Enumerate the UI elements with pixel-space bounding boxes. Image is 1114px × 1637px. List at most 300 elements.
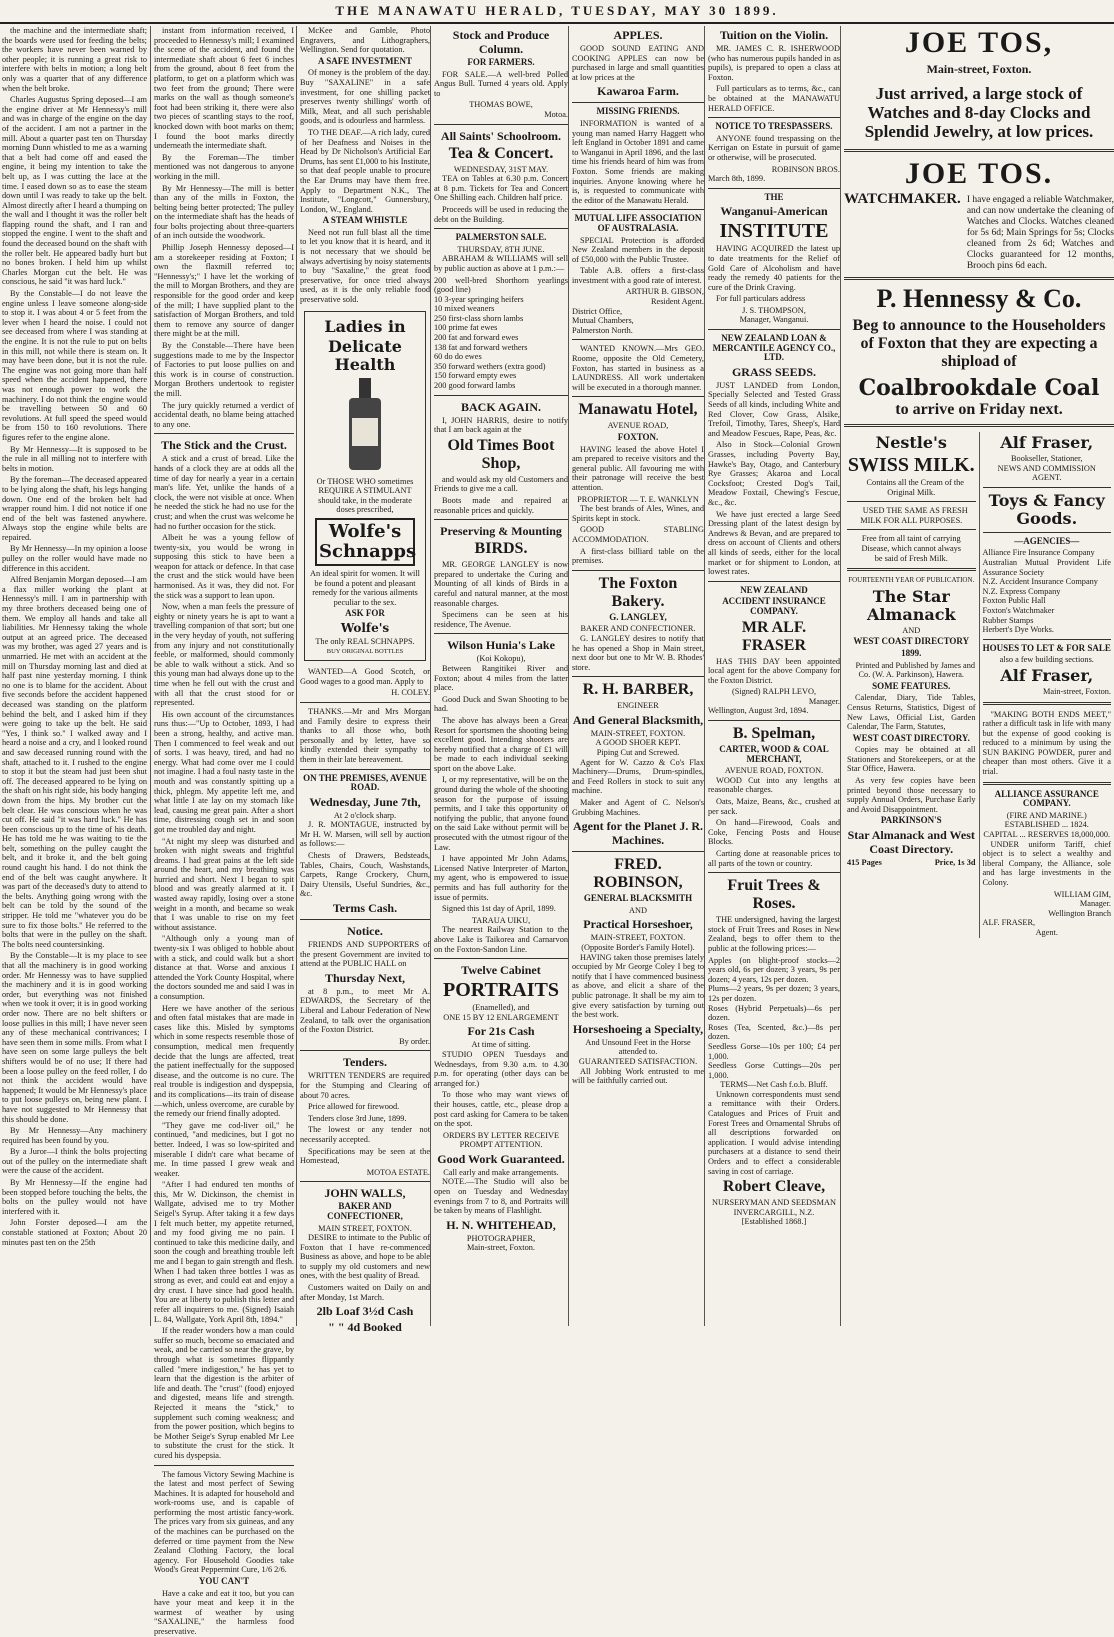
ad-heading: MISSING FRIENDS. [572, 107, 704, 117]
deaf-notice: TO THE DEAF.—A rich lady, cured of her Deafness and Noises in the Head by Dr Nicholson's Artificial Ear Drums, has sent £1,000 to his Institute, so that deaf people unable to procure the Ear Drums may have them free. Apply to Department N.K., The Institute, "Longcott," Gunnersbury, London, W., England. [300, 128, 430, 214]
story-paragraph: "They gave me cod-liver oil," he continued, "and medicines, but I got no better. Indeed, I was so low-spirited and miserable I didn't care what became of me. In time passed I grew weak and weaker. [154, 1121, 294, 1179]
ad-heading: Agent for the Planet J. R. Machines. [572, 819, 704, 847]
advertiser-name: G. LANGLEY, [572, 613, 704, 623]
advertiser-name: THOMAS BOWE, [434, 100, 568, 110]
advertiser-name: Alf Fraser, [983, 667, 1112, 685]
divider [983, 702, 1112, 705]
notice-text: FRIENDS AND SUPPORTERS of the present Government are invited to attend at the PUBLIC HALL on [300, 940, 430, 969]
ad-heading: MUTUAL LIFE ASSOCIATION OF AUSTRALASIA. [572, 214, 704, 233]
tenders-text: Tenders close 3rd June, 1899. [300, 1114, 430, 1124]
advertiser-trade: GENERAL BLACKSMITH [572, 894, 704, 904]
story-title: The Stick and the Crust. [154, 438, 294, 452]
sale-date: THURSDAY, 8TH JUNE. [434, 245, 568, 255]
article-paragraph: By the Foreman—The timber mentioned was not dangerous to anyone working in the mill. [154, 153, 294, 182]
divider [844, 149, 1114, 152]
divider [708, 720, 840, 721]
advertiser-name: MR ALF. FRASER [708, 619, 840, 655]
story-paragraph: Now, when a man feels the pressure of eighty or ninety years he is apt to want a travelling companion of that sort; but one in the very heyday of youth, not suffering from any injury and not constitutionally feeble, or malformed, should commonly be able to walk without a stick. And so this young man had always done up to the time when he fell out with the crust and with all that the crust stood for or represented. [154, 602, 294, 708]
ad-text: Maker and Agent of C. Nelson's Grubbing Machines. [572, 798, 704, 817]
wanted-notice: WANTED—A Good Scotch, or Good wages to a good man. Apply to [300, 667, 430, 686]
column-advertisements-c [568, 26, 704, 1326]
steam-whistle-notice: Need not run full blast all the time to let you know that it is heard, and it is not necessary that we should be always advertising by noisy statements to buy "Saxaline," the great food preservative, for once tried always used, as it is the only reliable food preservative sold. [300, 228, 430, 305]
auction-text: J. R. MONTAGUE, instructed by Mr H. W. Marsen, will sell by auction as follows:— [300, 820, 430, 849]
list-item: Roses (Hybrid Perpetuals)—6s per dozen. [708, 1004, 840, 1023]
auction-time: At 2 o'clock sharp. [300, 811, 430, 821]
ad-heading: Kawaroa Farm. [572, 84, 704, 98]
masthead: THE MANAWATU HERALD, TUESDAY, MAY 30 1899. [0, 0, 1114, 24]
divider [844, 277, 1114, 280]
list-item: N.Z. Accident Insurance Company [983, 577, 1112, 587]
ad-text: be said of Fresh Milk. [847, 554, 976, 564]
price: Price, 1s 3d [935, 858, 976, 868]
advertiser-name: JOE TOS. [844, 157, 1114, 191]
ad-heading: ALLIANCE ASSURANCE COMPANY. [983, 790, 1112, 809]
ad-heading: SWISS MILK. [847, 454, 976, 476]
ad-terms: TERMS—Net Cash f.o.b. Bluff. [708, 1080, 840, 1090]
advertiser-trade: PHOTOGRAPHER, [434, 1234, 568, 1244]
article-paragraph: The jury quickly returned a verdict of accidental death, no blame being attached to any one. [154, 401, 294, 430]
ad-subheading: At time of sitting. [434, 1040, 568, 1050]
ad-text: Oats, Maize, Beans, &c., crushed at per sack. [708, 797, 840, 816]
divider [572, 570, 704, 571]
ad-heading: NEW ZEALAND LOAN & MERCANTILE AGENCY CO., LTD. [708, 334, 840, 363]
article-paragraph: Alfred Benjamin Morgan deposed—I am a flax miller working the plant at Hennessy's mill. I am in partnership with my three brothers deceased being one of them. We employ all hands and take all liabilities. Mr Hennessy taking the whole output at an agreed price. The deceased was my brother, was aged 27 years and is unmarried. He met with an accident at the mill on Thursday morning last and died at half past nine yesterday morning. I think no one is to blame for the accident. About five seconds before the accident happened deceased was standing on the platform behind the belt, and I asked him if they were going to take up the belt. He said "Yes, I think so." I walked away and I heard a noise and a cry, and I looked round and saw deceased running round with the shaft, attached to it. I rushed to the engine to stop it but the steam had just been shut off. The deceased appeared to be lying on the shaft on his right side, his body hanging down from the hips. My brother cut the belt clear. He was conscious when he was cut off. He said "it was hard luck." He has been conscious up to the time of his death. He has told me he was waiting to tie the belt, something on the pulley caught the belt, and it broke it, and the belt going round caught his hand. I do not think the end of the belt was caught anywhere. It was part of the deceased's duty to attend to the belts. Anything going wrong with the belt can be told by the sound of the stripper. He told me "whatever you do be sure to fix those bolts." He referred to the bolts that were in the pulley on the shaft. The bolts need countersinking. [2, 575, 147, 949]
advertiser-trade: BAKER AND CONFECTIONER, [300, 1202, 430, 1221]
event-text: Proceeds will be used in reducing the debt on the Building. [434, 205, 568, 224]
ad-subheading: (FIRE AND MARINE.) [983, 811, 1112, 821]
divider [572, 851, 704, 852]
tenders-heading: Tenders. [300, 1055, 430, 1069]
price-list [708, 956, 840, 1081]
ad-text: Copies may be obtained at all Stationers and Storekeepers, or at the Star Office, Hawera. [847, 745, 976, 774]
ad-text: I, JOHN HARRIS, desire to notify that I am back again at the [434, 416, 568, 435]
subcolumn-left [844, 432, 979, 938]
ad-text: SPECIAL Protection is afforded New Zealand members in the deposit of £50,000 with the Public Trustee. [572, 236, 704, 265]
ad-text: The above has always been a Great Resort for sportsmen the shooting being excellent good. Intending shooters are hereby notified that a charge of £1 will be made to each individual seeking sport on the above Lake. [434, 716, 568, 774]
ad-text: Boots made and repaired at reasonable prices and quickly. [434, 496, 568, 515]
article-paragraph: By the Constable—There have been suggestions made to me by the Inspector of Factories to put loose pullies on and this work is in course of construction. Morgan Brothers undertook to register the mill. [154, 341, 294, 399]
divider [708, 117, 840, 118]
ad-heading: Ladies in [309, 318, 421, 336]
signature: MOTOA ESTATE. [300, 1168, 430, 1178]
ad-subheading: GUARANTEED SATISFACTION. [572, 1057, 704, 1067]
column-inquest-report [2, 26, 147, 1326]
advertiser-trade: ENGINEER [572, 701, 704, 711]
ad-text: Good Duck and Swan Shooting to be had. [434, 695, 568, 714]
divider [434, 228, 568, 229]
ad-heading: Good Work Guaranteed. [434, 1152, 568, 1166]
column-stick-and-crust [150, 26, 294, 1326]
story-paragraph: If the reader wonders how a man could suffer so much, become so emaciated and weak, and be carried so near the grave, by through what is sometimes flippantly called "mere indigestion," he has yet to learn that the digestion is the arbiter of life and death. The "crust" (food) enjoyed and digested, means life and strength. Rejected it means the "stick," to supplement such coming weakness; and from the power position, which begins to be Mother Seige's Syrup enabled Mr Lee to substitute the crust for the stick. It cured his dyspepsia. [154, 1326, 294, 1460]
saxaline-notice: Of money is the problem of the day. Buy "SAXALINE" in a safe investment, for one shilling packet preserves twenty shillings' worth of Milk, Meat, and all such perishable goods, and is odourless and harmless. [300, 68, 430, 126]
list-item: 10 mixed weaners [434, 304, 568, 314]
advertiser-name: JOHN WALLS, [300, 1186, 430, 1200]
divider [434, 958, 568, 959]
article-paragraph: By a Juror—I think the bolts projecting out of the pulley on the intermediate shaft were the cause of the accident. [2, 1147, 147, 1176]
list-item: Foxton Public Hall [983, 596, 1112, 606]
ad-text: Specimens can be seen at his residence, The Avenue. [434, 610, 568, 629]
ad-text: G. LANGLEY desires to notify that he has opened a Shop in Main street, next door but one to Mr W. B. Rhodes' store. [572, 634, 704, 672]
ad-date: Wellington, August 3rd, 1894. [708, 706, 840, 716]
ad-text: Customers waited on Daily on and after Monday, 1st March. [300, 1283, 430, 1302]
ad-text: STUDIO OPEN Tuesdays and Wednesdays, from 9.30 a.m. to 4.30 p.m. for operating (other days can be arranged for.) [434, 1050, 568, 1088]
ad-heading: WATCHMAKER. [844, 195, 961, 272]
advertiser-address: District Office, [572, 307, 704, 317]
ad-text: We have just erected a large Seed Dressing plant of the latest design by Andrews & Bevan, and are prepared to dress on account of Clients and others all kinds of seeds, either for the local market or for shipment to London, at lowest rates. [708, 510, 840, 577]
hotel-town: FOXTON. [572, 433, 704, 443]
bread-price: 2lb Loaf 3½d Cash [300, 1304, 430, 1318]
ad-text: and would ask my old Customers and Friends to give me a call. [434, 475, 568, 494]
ad-subheading: Call early and make arrangements. [434, 1168, 568, 1178]
ad-text: Between Rangitikei River and Foxton; about 4 miles from the latter place. [434, 664, 568, 693]
ad-heading: SOME FEATURES. [847, 682, 976, 692]
ad-text: HAVING ACQUIRED the latest up to date treatments for the Relief of Gold Care of Alcoholism and have ready the remedy 40 patients for the cure of the Drink Craving. [708, 244, 840, 292]
divider [300, 1181, 430, 1182]
story-paragraph: Here we have another of the serious and often fatal mistakes that are made in cases like this. Misled by symptoms which in some respects resemble those of consumption, medical men frequently decide that the lungs are affected, treat the patient ineffectually for the supposed disease, and the outcome is no cure. The real trouble is indigestion and dyspepsia, and its complications—its train of disease—which, unless overcome, are curable by the remedy our friend finally adopted. [154, 1004, 294, 1119]
ad-headline: Beg to announce to the Householders of Foxton that they are expecting a shipload of [852, 317, 1106, 371]
list-item: 250 first-class shorn lambs [434, 314, 568, 324]
divider [434, 395, 568, 396]
ad-text: Carting done at reasonable prices to all parts of the town or country. [708, 849, 840, 868]
divider [983, 487, 1112, 488]
ad-text: A first-class billiard table on the premises. [572, 547, 704, 566]
livestock-list [434, 276, 568, 391]
advertiser-name: J. S. THOMPSON, [708, 306, 840, 316]
ad-heading: Preserving & Mounting [434, 524, 568, 538]
divider [300, 1050, 430, 1051]
ad-text: For full particulars address [708, 294, 840, 304]
story-paragraph: Albeit he was a young fellow of twenty-six, you would be wrong in supposing this stick to have been a weapon for attack or defence. In that case the crust and the stick would have been harmonised. As it was, they did not. For the stick was a support to lean upon. [154, 533, 294, 600]
signature-title: Manager. [983, 899, 1112, 909]
list-item: Apples (on blight-proof stocks—2 years old, 6s per dozen; 3 years, 9s per dozen; 4 years, 12s per dozen. [708, 956, 840, 985]
ad-heading: Twelve Cabinet [434, 963, 568, 977]
divider [572, 102, 704, 103]
ad-text: I have appointed Mr John Adams, Licensed Native Interpreter of Marton, my agent, who is empowered to issue permits and has full authority for the issue of permits. [434, 854, 568, 902]
advertiser-address: Main-street, Foxton. [434, 1243, 568, 1253]
advertiser-trade: NURSERYMAN AND SEEDSMAN [708, 1198, 840, 1208]
ad-heading: Delicate Health [309, 338, 421, 374]
auction-terms: Terms Cash. [300, 901, 430, 915]
ad-text: HAVING taken those premises lately occupied by Mr George Coley I beg to notify that I have commenced business as above, and elicit a share of the public patronage. It shall be my aim to give every satisfaction by turning out the best work. [572, 953, 704, 1020]
subheading: FOR FARMERS. [434, 58, 568, 68]
thanks-notice: THANKS.—Mr and Mrs Morgan and Family desire to express their thanks to all those who, both personally and by letter, have so kindly extended their sympathy to them in their late bereavement. [300, 707, 430, 765]
column-advertisements-a [296, 26, 430, 1326]
list-item: 150 forward empty ewes [434, 371, 568, 381]
advertiser-name: H. N. WHITEHEAD, [434, 1218, 568, 1232]
ad-text: HAVING leased the above Hotel I am prepared to receive visitors and the general public. All favouring me with their patronage will receive the best attention. [572, 445, 704, 493]
notice-heading: Notice. [300, 924, 430, 938]
ad-heading: NOTICE TO TRESPASSERS. [708, 122, 840, 132]
ad-text: WOOD Cut into any lengths at reasonable charges. [708, 776, 840, 795]
tenders-text: Specifications may be seen at the Homestead, [300, 1147, 430, 1166]
signature: (Signed) RALPH LEVO, [708, 687, 840, 697]
ad-text: Printed and Published by James and Co. (W. A. Parkinson), Hawera. [847, 661, 976, 680]
article-paragraph: By Mr Hennessy—In my opinion a loose pulley on the roller would have made no difference in this accident. [2, 544, 147, 573]
meeting-date: Thursday Next, [300, 971, 430, 985]
ad-heading: BIRDS. [434, 540, 568, 558]
advertiser-address: MAIN STREET, FOXTON. [300, 1224, 430, 1234]
list-item: 138 fat and forward wethers [434, 343, 568, 353]
list-item: Rubber Stamps [983, 616, 1112, 626]
advertiser-name: B. Spelman, [708, 725, 840, 743]
article-paragraph: Charles Augustus Spring deposed—I am the engine driver at Mr Hennessy's mill and was in charge of the engine on the day of the accident. I am not a partner in the mill. About a quarter past ten on Thursday morning Dunn whistled to me as a warning that a belt had come off and eased the engine, it being my intention to take the belt up, as I was cutting the lace at the time. I eased down so as to ease the steam down until I was ready to take up the belt. Almost directly after I heard a thumping on the wall and I thought it was the roller belt flapping round the shaft, and I ran and stopped the engine. I went to the shaft and found the deceased bound on the shaft with the roller belt. He appeared badly hurt but no bones broken. I held him up whilst Charles Morgan cut the belt. He was conscious, he said "it was hard luck." [2, 95, 147, 287]
auction-location: ON THE PREMISES, AVENUE ROAD. [300, 774, 430, 793]
divider [300, 702, 430, 703]
event-text: TEA on Tables at 6.30 p.m. Concert at 8 p.m. Tickets for Tea and Concert One Shilling each. Children half price. [434, 174, 568, 203]
list-item: Roses (Tea, Scented, &c.)—8s per dozen. [708, 1023, 840, 1042]
ad-date: March 8th, 1899. [708, 174, 840, 184]
conjunction: AND [847, 626, 976, 636]
divider [708, 872, 840, 873]
ad-heading: THE [708, 193, 840, 203]
list-item: 350 forward wethers (extra good) [434, 362, 568, 372]
divider [844, 424, 1114, 427]
ad-text: Table A.B. offers a first-class investment with a good rate of interest. [572, 266, 704, 285]
almanack-details [847, 858, 976, 868]
ad-heading: WEST COAST DIRECTORY. [847, 734, 976, 744]
story-paragraph: "After I had endured ten months of this, Mr W. Dickinson, the chemist in Wallgate, advised me to try Mother Seigel's Syrup. After taking it a few days I felt much better, my appetite returned, and my food giving me no pain. I continued to take this medicine daily, and soon the cough and breathing trouble left me and I began to gain strength and flesh. When I had taken three bottles I was as strong as ever, and could eat and enjoy a dry crust. I have since had good health. You are at liberty to publish this letter and refer all inquirers to me. (Signed) Isaiah L. 84, Wallgate, York April 8th, 1894." [154, 1180, 294, 1324]
advertiser-trade: Bookseller, Stationer, [983, 454, 1112, 464]
divider [434, 519, 568, 520]
safe-investment-heading: A SAFE INVESTMENT [300, 57, 430, 67]
ad-subheading: And Unsound Feet in the Horse attended to. [572, 1038, 704, 1057]
advertiser-address: Main-street, Foxton. [844, 62, 1114, 76]
ad-text: Or THOSE WHO sometimes REQUIRE A STIMULANT should take, in the moderate doses prescribed, [309, 477, 421, 515]
divider [434, 124, 568, 125]
ad-text: Contains all the Cream of the Original Milk. [847, 478, 976, 497]
ad-tagline: The only REAL SCHNAPPS. [309, 637, 421, 647]
column-advertisements-b [430, 26, 568, 1326]
advertiser-title: Resident Agent. [572, 297, 704, 307]
divider [154, 1465, 294, 1466]
list-item: N.Z. Express Company [983, 587, 1112, 597]
divider [434, 633, 568, 634]
ad-text: The best brands of Ales, Wines, and Spirits kept in stock. [572, 504, 704, 523]
schnapps-bottle-icon [347, 378, 383, 473]
event-date: WEDNESDAY, 31ST MAY. [434, 165, 568, 175]
list-item: Australian Mutual Provident Life Assurance Society [983, 558, 1112, 577]
ad-heading: NEW ZEALAND [708, 586, 840, 596]
story-paragraph: "Although only a young man of twenty-six I was obliged to hobble about with a stick, and could walk but a short distance at that. Worse and anxious I attended the York County Hospital, where the doctors sounded me and said I was in a consumption. [154, 934, 294, 1001]
section-heading: Stock and Produce Column. [434, 28, 568, 56]
ad-text: Signed this 1st day of April, 1899. [434, 904, 568, 914]
ad-text: DESIRE to intimate to the Public of Foxton that I have re-commenced Business as above, and hope to be able to supply my old customers and new ones, with the best quality of Bread. [300, 1233, 430, 1281]
article-paragraph: Phillip Joseph Hennessy deposed—I am a storekeeper residing at Foxton; I own the flaxmill referred to; "Hennessy's;" I have let the working of the mill to Morgan Brothers, and they are responsible for the good order and keep of the mill; I have supplied plant to the satisfaction of Morgan Brothers, and told them to remove any source of danger there might be at the mill. [154, 243, 294, 339]
brand-line: Wolfe's [319, 522, 411, 542]
article-paragraph: instant from information received, I proceeded to Hennessy's mill; I examined the scene of the accident, and found the intermediate shaft about 6 feet 6 inches from the ground, about 8 feet from the platform, to get on a platform which was two feet from the ground; There were marks on the wall as though someone's foot had been striking it, there were also two pieces of scantling stays to the roof, knocked down with boot marks on them; I found the boot marks directly underneath the intermediate shaft. [154, 26, 294, 151]
divider [847, 529, 976, 530]
advertiser-name: FRED. ROBINSON, [572, 856, 704, 892]
ad-subheading: ORDERS BY LETTER RECEIVE PROMPT ATTENTION. [434, 1131, 568, 1150]
advertiser-address: AVENUE ROAD, FOXTON. [708, 766, 840, 776]
ad-text: FOR SALE.—A well-bred Polled Angus Bull. Turned 4 years old. Apply to [434, 70, 568, 99]
column-display-ads [840, 26, 1114, 1326]
split-columns [844, 432, 1114, 938]
ad-subheading: FOURTEENTH YEAR OF PUBLICATION. [847, 576, 976, 586]
advertiser-place: Motoa. [434, 110, 568, 120]
ad-heading: —AGENCIES— [983, 537, 1112, 547]
ad-detail: CAPITAL ... RESERVES 18,000,000. [983, 830, 1112, 840]
agent-name: ALF. FRASER, [983, 918, 1112, 928]
advertiser-title: Manager, Wanganui. [708, 315, 840, 325]
engravers-notice: McKee and Gamble, Photo Engravers, and Lithographers, Wellington. Send for quotation. [300, 26, 430, 55]
article-paragraph: By the Constable—It is my place to see that all the machinery is in good working order. Mr Hennessy was to have supplied the machinery and it is in good working order, but everything was not finished when we took it over; it is in good working order now. There are no belt shifters or loose pullies in this mill; I have never seen any of these mechanical contrivances; I have seen them in some mills. From what I have seen on some large pulleys the belt shifters would be of no use; If there had been a loose pulley on the feed roller, I do not think the accident would have happened; It would be Mr Hennessy's place to put loose pulleys on, being new plant. I have not suggested to Mr Hennessy that this should be done. [2, 951, 147, 1124]
divider [708, 329, 840, 330]
ad-text: HAS THIS DAY been appointed local agent for the above Company for the Foxton District. [708, 657, 840, 686]
divider [708, 188, 840, 189]
advertiser-address: (Opposite Border's Family Hotel). [572, 943, 704, 953]
brand-line: Schnapps [319, 542, 411, 562]
divider [572, 209, 704, 210]
advertiser-address: MAIN-STREET, FOXTON. [572, 729, 704, 739]
tenders-text: The lowest or any tender not necessarily accepted. [300, 1125, 430, 1144]
divider [572, 396, 704, 397]
signature-title: Manager. [708, 697, 840, 707]
advertiser-name: R. H. BARBER, [572, 681, 704, 699]
ad-heading: APPLES. [572, 28, 704, 42]
article-paragraph: By Mr Hennessy—The mill is better than any of the mills in Foxton, the belting being better protected; The pulley on the intermediate shaft has the heads of four bolts projecting about three-quarters of an inch outside the woodwork. [154, 184, 294, 242]
ad-headline: Coalbrookdale Coal [844, 375, 1114, 401]
hotel-name: Manawatu Hotel, [572, 401, 704, 419]
ad-heading: Fruit Trees & Roses. [708, 877, 840, 913]
ad-subheading: A GOOD SHOER KEPT. [572, 738, 704, 748]
ad-heading: PORTRAITS [434, 979, 568, 1001]
ad-subheading: Piping Cut and Screwed. [572, 748, 704, 758]
ad-text: USED THE SAME AS FRESH MILK FOR ALL PURPOSES. [847, 506, 976, 525]
established-date: [Established 1868.] [708, 1217, 840, 1227]
agency-list [983, 548, 1112, 634]
ad-text: To those who may want views of their houses, cattle, etc., please drop a post card asking for Camera to be taken on the spot. [434, 1090, 568, 1128]
ad-heading: Wilson Hunia's Lake [434, 638, 568, 652]
divider [847, 501, 976, 502]
event-title: Tea & Concert. [434, 145, 568, 163]
ad-text: Calendar, Diary, Tide Tables, Census Returns, Statistics, Digest of New Laws, Official List, Garden Calendar, The Farm, Statutes, [847, 693, 976, 731]
ad-heading: HOUSES TO LET & FOR SALE [983, 644, 1112, 654]
proprietor: PROPRIETOR — T. E. WANKLYN [572, 495, 704, 505]
ad-text: Agent for W. Cazzo & Co's Flax Machinery—Drums, Drum-spindles, and Feed Rollers in stock to suit any machine. [572, 758, 704, 796]
sale-text: ABRAHAM & WILLIAMS will sell by public auction as above at 1 p.m.:— [434, 254, 568, 273]
signature: ROBINSON BROS. [708, 165, 840, 175]
divider [572, 339, 704, 340]
ad-text: As very few copies have been printed beyond those necessary to supply Annual Orders, Purchase Early and Avoid Disappointment. [847, 776, 976, 814]
ad-subheading: ONE 15 BY 12 ENLARGEMENT [434, 1013, 568, 1023]
advertiser-trade: CARTER, WOOD & COAL MERCHANT, [708, 745, 840, 764]
auction-items: Chests of Drawers, Bedsteads, Tables, Chairs, Couch, Washstands, Carpets, Range Crockery, Churn, Dairy Utensils, Useful Sundries, &c., &c. [300, 851, 430, 899]
wolfes-schnapps-ad [304, 311, 426, 662]
ad-detail: ESTABLISHED ... 1824. [983, 820, 1112, 830]
ad-text: GOOD STABLING ACCOMMODATION. [572, 525, 704, 544]
list-item: 200 fat and forward ewes [434, 333, 568, 343]
ad-text: GOOD SOUND EATING AND COOKING APPLES can now be purchased in large and small quantities at low prices at the [572, 44, 704, 82]
shop-name: Old Times Boot Shop, [434, 437, 568, 473]
story-paragraph: A stick and a crust of bread. Like the hands of a clock they are at odds all the time of day for nearly a year in a certain man's life. Yet, unlike the hands of a clock, the were not visible at once. When he needed the stick he had no use for the crust; and when the crust was welcome he had no further occasion for the stick. [154, 454, 294, 531]
divider [300, 919, 430, 920]
advertiser-trade: Practical Horseshoer, [572, 917, 704, 931]
divider [154, 433, 294, 434]
auction-date: Wednesday, June 7th, [300, 795, 430, 809]
ad-text: I, or my representative, will be on the ground during the whole of the shooting season for the purpose of issuing permits, and I take this opportunity of notifying the public, that anyone found on the said Lake without permit will be prosecuted with the utmost rigour of the Law. [434, 775, 568, 852]
advertiser-address: Palmerston North. [572, 326, 704, 336]
article-paragraph: By Mr Hennessy—Any machinery required has been found by you. [2, 1126, 147, 1145]
ad-text: The nearest Railway Station to the above Lake is Taikorea and Carnarvon on the Foxton-Sandon Line. [434, 925, 568, 954]
ad-year: 1899. [847, 649, 976, 659]
advertiser-name: ARTHUR B. GIBSON, [572, 287, 704, 297]
advertiser-trade: BAKER AND CONFECTIONER. [572, 624, 704, 634]
article-paragraph: the machine and the intermediate shaft; the boards were used for feeding the belts; the workers have never been warned by other people; it is running a great risk to interfere with belts in motion; a long belt only was a quarter that of any difference when the belt broke. [2, 26, 147, 93]
agent-title: Agent. [983, 928, 1112, 938]
ask-for: ASK FOR [309, 609, 421, 619]
advertiser-address: Main-street, Foxton. [983, 687, 1112, 697]
brand-name [315, 518, 415, 566]
ad-heading: Wanganui-American [708, 204, 840, 218]
advertiser-address: INVERCARGILL, N.Z. [708, 1208, 840, 1218]
brand-name: Wolfe's [309, 621, 421, 635]
ad-text: All Jobbing Work entrusted to me will be faithfully carried out. [572, 1067, 704, 1086]
ad-heading: Nestle's [847, 434, 976, 452]
divider [572, 676, 704, 677]
advertiser-trade: NEWS AND COMMISSION AGENT. [983, 464, 1112, 483]
steam-whistle-heading: A STEAM WHISTLE [300, 216, 430, 226]
divider [983, 532, 1112, 533]
hotel-address: AVENUE ROAD, [572, 421, 704, 431]
page-count: 415 Pages [847, 858, 882, 868]
ad-text: Full particulars as to terms, &c., can be obtained at the MANAWATU HERALD OFFICE. [708, 84, 840, 113]
divider [847, 568, 976, 571]
story-paragraph: His own account of the circumstances runs thus:—"Up to October, 1893, I had been a strong, healthy, and active man. Then I commenced to feel weak and out of sorts. I was heavy, tired, and had no energy. What had come over me I could not imagine. I had a foul nasty taste in the mouth and was constantly spitting up a thick, phlegm. My appetite left me, and what little I ate lay on my stomach like lead, causing me great pain. After a short time, distressing cough set in and soon got me troubled day and night. [154, 710, 294, 835]
ad-heading: Toys & Fancy Goods. [983, 492, 1112, 528]
divider [300, 769, 430, 770]
tenders-text: Price allowed for firewood. [300, 1102, 430, 1112]
advertiser-address: Mutual Chambers, [572, 316, 704, 326]
ad-text: Disease, which cannot always [847, 544, 976, 554]
divider [983, 639, 1112, 640]
divider [983, 782, 1112, 785]
list-item: 10 3-year springing heifers [434, 295, 568, 305]
ad-text: On hand—Firewood, Coals and Coke, Fencing Posts and House Blocks. [708, 818, 840, 847]
advertiser-address: MAIN-STREET, FOXTON. [572, 933, 704, 943]
price-heading: For 21s Cash [434, 1024, 568, 1038]
ad-text: Unknown correspondents must send a remittance with their Orders. Catalogues and Prices of Fruit and Forest Trees and Ornamental Shrubs of all descriptions forwarded on application. I would advise intending purchasers at a distance to send their Orders and to effect a considerable saving in cost of carriage. [708, 1090, 840, 1176]
ad-heading: Horseshoeing a Specialty, [572, 1022, 704, 1036]
ad-heading: INSTITUTE [708, 220, 840, 242]
ad-text: Free from all taint of carrying [847, 534, 976, 544]
signature: TARAUA UIKU, [434, 916, 568, 926]
signature: H. COLEY. [300, 688, 430, 698]
watchmaker-block [844, 195, 1114, 272]
ad-text: INFORMATION is wanted of a young man named Harry Haggett who left England in October 1891 and came to Wanganui in April 1896, and the last time his friends heard of him was from Foxton. Some friends are making inquiries. Anyone knowing where he is, is requested to communicate with the editor of the Manawatu Herald. [572, 119, 704, 205]
advertiser-name: P. Hennessy & Co. [844, 285, 1114, 313]
divider [708, 581, 840, 582]
ad-text: Also in Stock—Colonial Grown Grasses, including Poverty Bay, Hawke's Bay, Otago, and Canterbury Rye Grasses; Akaroa and Local Cocksfoot; Crested Dog's Tail, Meadow Foxtail, Chewing's Fescue, &c., &c. [708, 440, 840, 507]
advertiser-name: Robert Cleave, [708, 1178, 840, 1196]
ad-text: I have engaged a reliable Watchmaker, and can now undertake the cleaning of Watches and Clocks. Watches cleaned for 5s 6d; Main Springs for 5s; Clocks cleaned from 2s 6d; Watches and Clocks guaranteed for 12 months, Brooch pins 6d each. [967, 195, 1114, 272]
ad-heading: Star Almanack and West Coast Directory. [847, 828, 976, 856]
ad-text: WANTED KNOWN.—Mrs GEO. Roome, opposite the Old Cemetery, Foxton, has started in business as a LAUNDRESS. All work undertaken will be executed in a thorough manner. [572, 344, 704, 392]
ad-heading: WEST COAST DIRECTORY [847, 637, 976, 647]
sale-heading: PALMERSTON SALE. [434, 233, 568, 243]
sewing-machine-notice: The famous Victory Sewing Machine is the latest and most perfect of Sewing Machines. It is adapted for household and work-rooms use, and is capable of performing the most artistic fancy-work. The prices vary from six guineas, and any of the machines can be purchased on the deferred or time payment from the New Zealand Clothing Factory, the local agency. For Household Goodies take Wood's Great Peppermint Cure, 1/6 2/6. [154, 1470, 294, 1576]
list-item: Alliance Fire Insurance Company [983, 548, 1112, 558]
ad-text: "MAKING BOTH ENDS MEET," rather a difficult task in life with many but the expense of good cooking is reduced to a minimum by using the SUN BAKING POWDER, purer and cheaper than most others. Give it a trial. [983, 710, 1112, 777]
ad-footnote: BUY ORIGINAL BOTTLES [309, 647, 421, 657]
ad-text: UNDER uniform Tariff, chief object is to select a wealthy and liberal Company, the Alliance, sole and has large investments in the Colony. [983, 840, 1112, 888]
ad-subheading: (Koi Kokopu), [434, 654, 568, 664]
signature-title: Wellington Branch [983, 909, 1112, 919]
ad-heading: ACCIDENT INSURANCE COMPANY. [708, 597, 840, 616]
column-advertisements-d [704, 26, 840, 1326]
you-cant-heading: YOU CAN'T [154, 1577, 294, 1587]
article-paragraph: John Forster deposed—I am the constable stationed at Foxton; About 20 minutes past ten on the 25th [2, 1218, 147, 1247]
